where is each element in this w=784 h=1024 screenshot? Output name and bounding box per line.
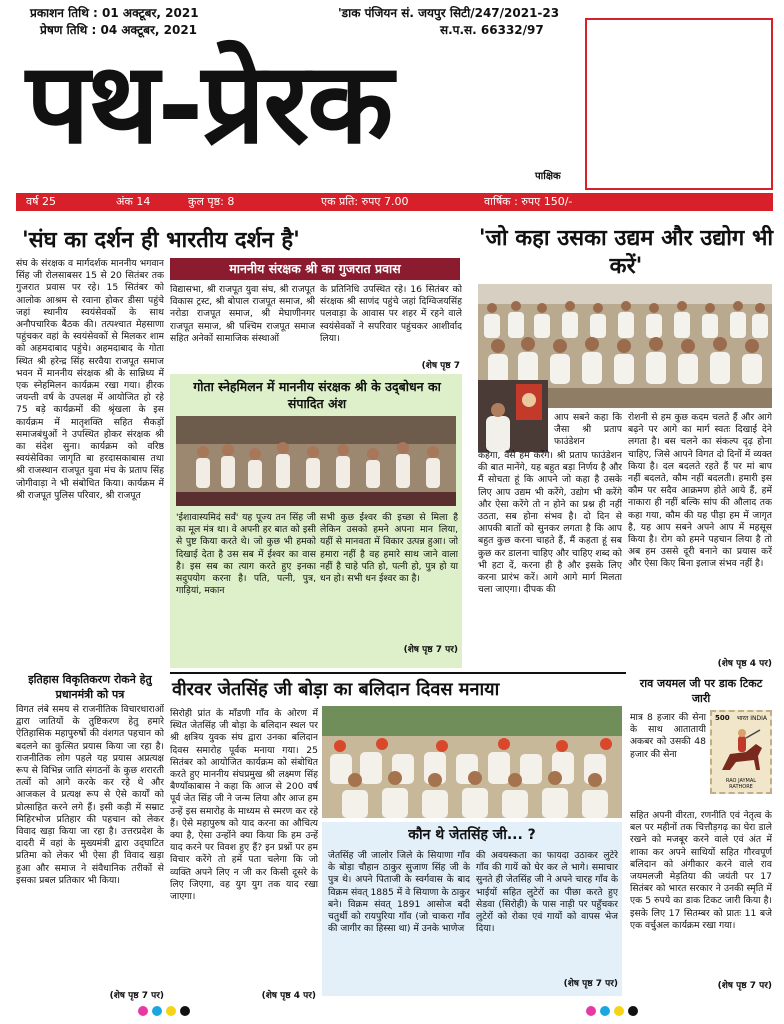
- story5-continued: (शेष पृष्ठ 7 पर): [717, 981, 772, 991]
- story1-kicker: माननीय संरक्षक श्री का गुजरात प्रवास: [170, 258, 460, 280]
- stamp-value: 500: [715, 714, 730, 722]
- kaun-column-2: की अवयस्कता का फायदा उठाकर लुटेरे गाँव की गायें को घेर कर ले भागे। समाचार सुनते ही जेतसिंह जी ने अपने चारह गाँव के भाईयों सहित लुटेरों का पीछा करते हुए सेडवा (सिरोही) के पास नाड़ी पर पहुँचकर लुटेरों को रोका एवं गायों को वापस भेज दिया।: [476, 850, 618, 935]
- postage-stamp: [710, 710, 772, 794]
- publish-date: प्रकाशन तिथि : 01 अक्टूबर, 2021: [30, 6, 199, 20]
- story3-headline: इतिहास विकृतिकरण रोकने हेतु प्रधानमंत्री को पत्र: [28, 673, 152, 701]
- issue-label: अंक 14: [116, 195, 151, 208]
- issue-info-strip: [16, 193, 773, 211]
- postal-registration: 'डाक पंजियन सं. जयपुर सिटी/247/2021-23: [338, 6, 560, 20]
- story4-rule: [170, 672, 626, 674]
- story4-gathering-photo: [322, 706, 622, 818]
- horse-rider-icon: [716, 726, 768, 782]
- story4-column-1: सिरोही प्रांत के माँडणी गाँव के ओरण में स्थित जेतसिंह जी बोड़ा के बलिदान स्थल पर श्री क्षत्रिय युवक संघ द्वारा उनका बलिदान दिवस समारोह पूर्वक मनाया गया। 25 सितंबर को आयोजित कार्यक्रम को संबोधित करते हुए माननीय संघप्रमुख श्री लक्ष्मण सिंह बैण्याँकाबास ने कहा कि आज से 200 वर्ष पूर्व जेत सिंह जी ने जन्म लिया और आज हम उन्हें इस समारोह के माध्यम से स्मरण कर रहे हैं। ऐसे महापुरुष को याद करना का औचित्य क्या है, ऐसा उन्होंने क्या किया कि हम उन्हें याद करने पर विवश हुए हैं? इन प्रश्नों पर हम विचार करेंगे तो हमें पता चलेगा कि जो व्यक्ति अपने लिए न जी कर किसी दूसरे के लिए जिएगा, वह युग युग तक याद रखा जाएगा।: [170, 708, 318, 903]
- stamp-caption: RAO JAYMAL RATHORE: [725, 778, 757, 790]
- stamp-country: भारत INDIA: [736, 715, 767, 722]
- story2-column-0: आप सबने कहा कि जैसा श्री प्रताप फाउंडेशन: [554, 412, 622, 448]
- kaun-headline: कौन थे जेतसिंह जी... ?: [408, 827, 536, 843]
- story2-portrait-graphic: [478, 380, 548, 452]
- story2-headline: 'जो कहा उसका उद्यम और उद्योग भी करें': [478, 225, 774, 279]
- frequency-label: पाक्षिक: [535, 171, 561, 182]
- pages-label: कुल पृष्ठ: 8: [188, 195, 235, 208]
- kaun-column-1: जेतसिंह जी जालोर जिले के सियाणा गाँव के बोड़ा चौहान ठाकुर सुजाण सिंह जी के पुत्र थे। अपने पिताजी के स्वर्गवास के बाद विक्रम संवत् 1885 में वे सियाणा के ठाकुर बने। विक्रम संवत् 1891 आसोज बदी चतुर्थी को रायपुरिया गाँव (जो चाकरा गाँव की जागीर का हिस्सा था) में उनके भाणेज: [328, 850, 470, 935]
- story4-continued: (शेष पृष्ठ 4 पर): [261, 991, 316, 1001]
- gota-column-1: 'ईशावास्यमिदं सर्वं' यह पूज्य तन सिंह जी का मूल मंत्र था। वे अपनी हर बात को इसी से पुष्ट किया करते थे। जो कुछ भी हमको दिखाई देता है उस सब में ईश्वर का वास है। इस सब का त्याग करते हुए इनका सदुपयोग करना है। पति, पत्नी, पुत्र, गाड़ियां, मकान: [176, 512, 316, 597]
- story3-body: विगत लंबे समय से राजनीतिक विचारधाराओं द्वारा जातियों के तुष्टिकरण हेतु हमारे ऐतिहासिक महापुरुषों की वंशगत पहचान को बदलने का कुत्सित प्रयास किया जा रहा है। राजनीतिक लोग पहले यह प्रयास अप्रत्यक्ष रूप से विभिन्न जाति संगठनों के कुछ शरारती तत्वों को आगे करके कर रहे थे और आजकल वे प्रत्यक्ष रूप से ऐसे कार्यों को प्रोत्साहित करने लगे हैं। इसी कड़ी में सम्राट मिहिरभोज प्रतिहार की पहचान को लेकर विवाद खड़ा किया जा रहा है। उत्तरप्रदेश के दादरी में वहां के मुख्यमंत्री द्वारा उद्‌घाटित प्रतिमा को लेकर भी ऐसा ही विवाद खड़ा हुआ और समाज ने संवैधानिक तरीकों से इसका प्रबल प्रतिकार भी किया।: [16, 704, 164, 886]
- story5-headline: राव जयमल जी पर डाक टिकट जारी: [639, 677, 763, 705]
- story3-continued: (शेष पृष्ठ 7 पर): [109, 991, 164, 1001]
- gota-photo-graphic: [176, 416, 456, 506]
- story1-column-2: विद्यासभा, श्री राजपूत युवा संघ, श्री राजपूत विकास ट्रस्ट, श्री बोपाल राजपूत समाज, श्री नरोडा राजपूत समाज, श्री मेघाणीनगर राजपूत समाज, श्री पश्चिम राजपूत समाज सहित अनेकों सामाजिक संस्थाओं: [170, 284, 315, 344]
- gota-event-photo: [176, 416, 456, 506]
- story4-photo-graphic: [322, 706, 622, 818]
- print-registration-dot: [600, 1006, 610, 1016]
- story1-continued: (शेष पृष्ठ 7: [421, 361, 460, 371]
- gota-headline: गोता स्नेहमिलन में माननीय संरक्षक श्री के उद्‌बोधन का संपादित अंश: [193, 379, 441, 411]
- sps-number: स.प.स. 66332/97: [440, 23, 544, 37]
- story5-column-top: मात्र 8 हजार की सेना के साथ आतातायी अकबर को उसकी 48 हजार की सेना: [630, 712, 706, 760]
- print-registration-dot: [614, 1006, 624, 1016]
- dispatch-date: प्रेषण तिथि : 04 अक्टूबर, 2021: [40, 23, 198, 37]
- copy-price-label: एक प्रति: रुपए 7.00: [321, 195, 409, 208]
- story2-column-2: रोशनी से हम कुछ कदम चलते हैं और आगे बढ़ने पर आगे का मार्ग स्वतः दिखाई देने लगता है। बस चलने का संकल्प दृढ़ होना चाहिए, जिसे आपने विगत दो दिनों में व्यक्त किया है। दल बदलते रहते हैं पर मां बाप नहीं बदलते, कौम नहीं बदलती। हमारी इस कौम पर सदैव आक्रमण होते आये हैं, हमें नाकारा ही नहीं बल्कि सांप की औलाद तक कहा गया, कौम की यह पीड़ा हम में जागृत है, यह आप सबने अपने आप में महसूस किया है। रोग को हमने पहचान लिया है तो अब हम उससे दूरी बनाने का प्रयास करें और ऐसा किए बिना इलाज संभव नहीं है।: [628, 412, 772, 570]
- story5-body: सहित अपनी वीरता, रणनीति एवं नेतृत्व के बल पर महीनों तक चित्तौड़गढ़ का घेरा डाले रखने को मजबूर करने वाले एवं अंत में शाका कर अपने साथियों सहित गौरवपूर्ण बलिदान को अंगीकार करने वाले राव जयमलजी मेड़तिया की जयंती पर 17 सितंबर को भारत सरकार ने उनकी स्मृति में एक 5 रुपये का डाक टिकट जारी किया है। इसके लिए 17 सितम्बर को प्रातः 11 बजे एक वर्चुअल कार्यक्रम रखा गया।: [630, 810, 772, 931]
- story4-headline: वीरवर जेतसिंह जी बोड़ा का बलिदान दिवस मनाया: [172, 679, 500, 700]
- story2-column-1: कहेगा, वैसे हम करेंगे। श्री प्रताप फाउंडेशन की बात मानेंगे, यह बहुत बड़ा निर्णय है और मैं सोचता हूं कि आपने जो कहा है उसके लिए आप उद्यम भी करेंगे, उद्योग भी करेंगे और ऐसा करेंगे तो न होने का प्रश्न ही नहीं उठता, सब होना संभव है। दो दिन से आपकी बातों को सुनकर लगता है कि आप बहुत कुछ करना चाहते हैं, मैं कहता हूं सब कुछ कर डालना चाहिए और चाहिए शब्द को भी हटा दें, करना ही है और इसके लिए करना प्रारंभ करें। आगे आगे मार्ग मिलता चला जाएगा। दीपक की: [478, 450, 622, 596]
- story1-column-1: संघ के संरक्षक व मार्गदर्शक माननीय भगवान सिंह जी रोलसाबसर 15 से 20 सितंबर तक गुजरात प्रवास पर रहे। 15 सितंबर को आलोक आश्रम से रवाना होकर डीसा पहुंचे जहां स्थानीय स्वयंसेवकों के साथ अनौपचारिक बैठक की। तत्पश्चात मेहसाणा पहुंचकर वहां के स्वयंसेवकों से मिलकर शाम को अहमदाबाद पहुंचे। अहमदाबाद के गोता स्थित श्री हरेन्द्र सिंह सरवैया राजपूत समाज भवन में माननीय संरक्षक श्री के सान्निध्य में एक स्नेहमिलन कार्यक्रम रखा गया। हीरक जयन्ती वर्ष के उपलक्ष में आयोजित हो रहे 75 बड़े कार्यक्रमों की श्रृंखला के इस कार्यक्रम में मातृशक्ति सहित सैकड़ों समाजबंधुओं ने उपस्थित होकर संरक्षक श्री का संदेश सुना। कार्यक्रम को वरिष्ठ स्वयंसेविका जागृति बा हरदासकाबास तथा श्री राजस्थान राजपूत युवा मंच के प्रताप सिंह जोगीवाड़ा ने भी संबोधित किया। कार्यक्रम में श्री राजपूत पुलिस परिवार, श्री राजपूत: [16, 258, 164, 501]
- masthead-title: पथ-प्रेरक: [26, 38, 392, 169]
- story2-portrait-photo: [478, 380, 548, 452]
- print-registration-dot: [180, 1006, 190, 1016]
- annual-price-label: वार्षिक : रुपए 150/-: [484, 195, 573, 208]
- story2-continued: (शेष पृष्ठ 4 पर): [717, 659, 772, 669]
- print-registration-dot: [628, 1006, 638, 1016]
- address-box: [585, 18, 773, 190]
- year-label: वर्ष 25: [26, 195, 56, 208]
- gota-continued: (शेष पृष्ठ 7 पर): [403, 645, 458, 655]
- print-registration-dot: [586, 1006, 596, 1016]
- gota-column-2: सभी कुछ ईश्वर की इच्छा से मिला है लेकिन उसको हमने अपना मान लिया, यहीं से मानवता में विकार उत्पन्न हुआ। जो हमारा नहीं है वह हमारे साथ जाने वाला नहीं है चाहे पति हो, पत्नी हो, पुत्र हो या धन हो। सभी धन ईश्वर का है।: [320, 512, 458, 585]
- story1-headline: 'संघ का दर्शन ही भारतीय दर्शन है': [22, 227, 300, 253]
- story1-column-3: के प्रतिनिधि उपस्थित रहे। 16 सितंबर को संरक्षक श्री साणंद पहुंचे जहां दिग्विजयसिंह पलवाड़ा के आवास पर शहर में रहने वाले स्वयंसेवकों ने सपरिवार पहुंचकर आशीर्वाद लिया।: [320, 284, 462, 344]
- kaun-continued: (शेष पृष्ठ 7 पर): [563, 979, 618, 989]
- print-registration-dot: [138, 1006, 148, 1016]
- print-registration-dot: [152, 1006, 162, 1016]
- print-registration-dot: [166, 1006, 176, 1016]
